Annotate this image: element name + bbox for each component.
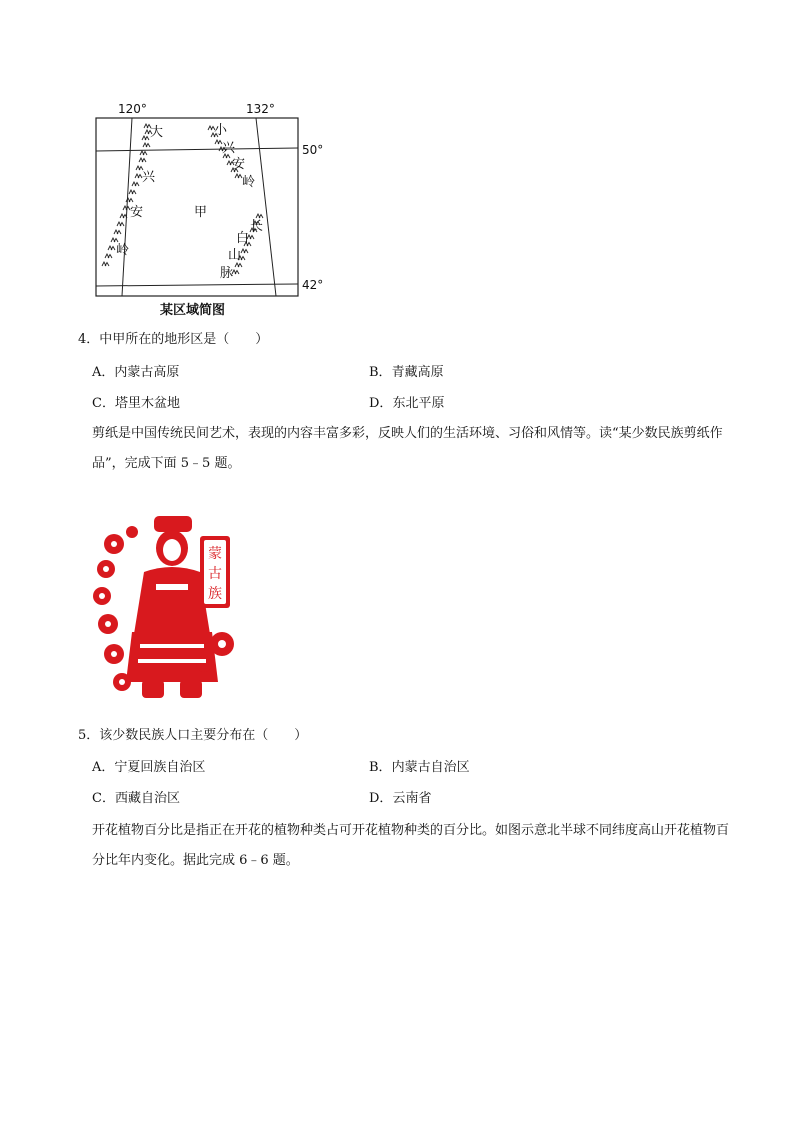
question-5-stem: 5．该少数民族人口主要分布在（ ） [78, 728, 308, 743]
papercut-image [92, 514, 242, 704]
greater-khingan-label-4: 岭 [116, 243, 130, 258]
q4-option-a[interactable] [92, 364, 179, 382]
changbai-label-4: 脉 [220, 266, 234, 281]
q5-option-b-text: 内蒙古自治区 [391, 760, 470, 775]
changbai-label-2: 白 [236, 231, 250, 246]
intro-paragraph-5: 剪纸是中国传统民间艺术，表现的内容丰富多彩，反映人们的生活环境、习俗和风情等。读“某少数民族剪纸作品”，完成下面 5﹣5 题。 [92, 426, 723, 471]
q4-option-c-text: 塔里木盆地 [114, 396, 180, 411]
q5-option-b[interactable] [369, 759, 470, 777]
q4-option-d-letter: D． [369, 396, 393, 411]
lon-label-120: 120° [118, 102, 147, 116]
lon-line-132 [256, 118, 276, 296]
lesser-khingan-label-3: 安 [232, 157, 246, 172]
q5-option-b-letter: B． [369, 760, 392, 775]
q4-option-c-letter: C． [92, 396, 115, 411]
intro-paragraph-6: 开花植物百分比是指正在开花的植物种类占可开花植物种类的百分比。如图示意北半球不同纬度高山开花植物百分比年内变化。据此完成 6﹣6 题。 [92, 823, 730, 868]
changbai-label-1: 长 [250, 219, 264, 234]
lat-line-42 [96, 284, 298, 286]
q4-option-c[interactable] [92, 395, 180, 413]
q5-option-d-text: 云南省 [392, 791, 432, 806]
q5-option-c-text: 西藏自治区 [114, 791, 180, 806]
lat-label-42: 42° [302, 278, 324, 292]
lesser-khingan-label-4: 岭 [242, 175, 256, 190]
lat-line-50 [96, 148, 298, 151]
q4-option-b[interactable] [369, 364, 444, 382]
lesser-khingan-label-2: 兴 [222, 141, 236, 156]
q5-option-c[interactable] [92, 790, 180, 808]
lat-label-50: 50° [302, 143, 324, 157]
q5-option-c-letter: C． [92, 791, 115, 806]
q4-option-a-text: 内蒙古高原 [114, 365, 180, 380]
q5-option-a[interactable] [92, 759, 205, 777]
banner-char-2: 古 [208, 566, 222, 582]
map-caption: 某区域简图 [160, 303, 226, 318]
q5-option-a-text: 宁夏回族自治区 [114, 760, 206, 775]
marker-jia: 甲 [194, 205, 208, 220]
question-4-stem: 4．中甲所在的地形区是（ ） [78, 332, 269, 347]
banner-char-3: 族 [208, 586, 222, 602]
changbai-label-3: 山 [228, 248, 242, 263]
greater-khingan-label-2: 兴 [142, 170, 156, 185]
greater-khingan-label-3: 安 [130, 205, 144, 220]
q4-option-a-letter: A． [92, 365, 115, 380]
region-map [90, 96, 330, 301]
q4-option-d[interactable] [369, 395, 444, 413]
q5-option-a-letter: A． [92, 760, 115, 775]
q5-option-d-letter: D． [369, 791, 393, 806]
greater-khingan-label-1: 大 [150, 125, 164, 140]
q5-option-d[interactable] [369, 790, 431, 808]
q4-option-b-letter: B． [369, 365, 392, 380]
q4-option-d-text: 东北平原 [392, 396, 445, 411]
lesser-khingan-label-1: 小 [214, 123, 228, 138]
lon-label-132: 132° [246, 102, 275, 116]
q4-option-b-text: 青藏高原 [391, 365, 444, 380]
banner-char-1: 蒙 [208, 546, 222, 562]
